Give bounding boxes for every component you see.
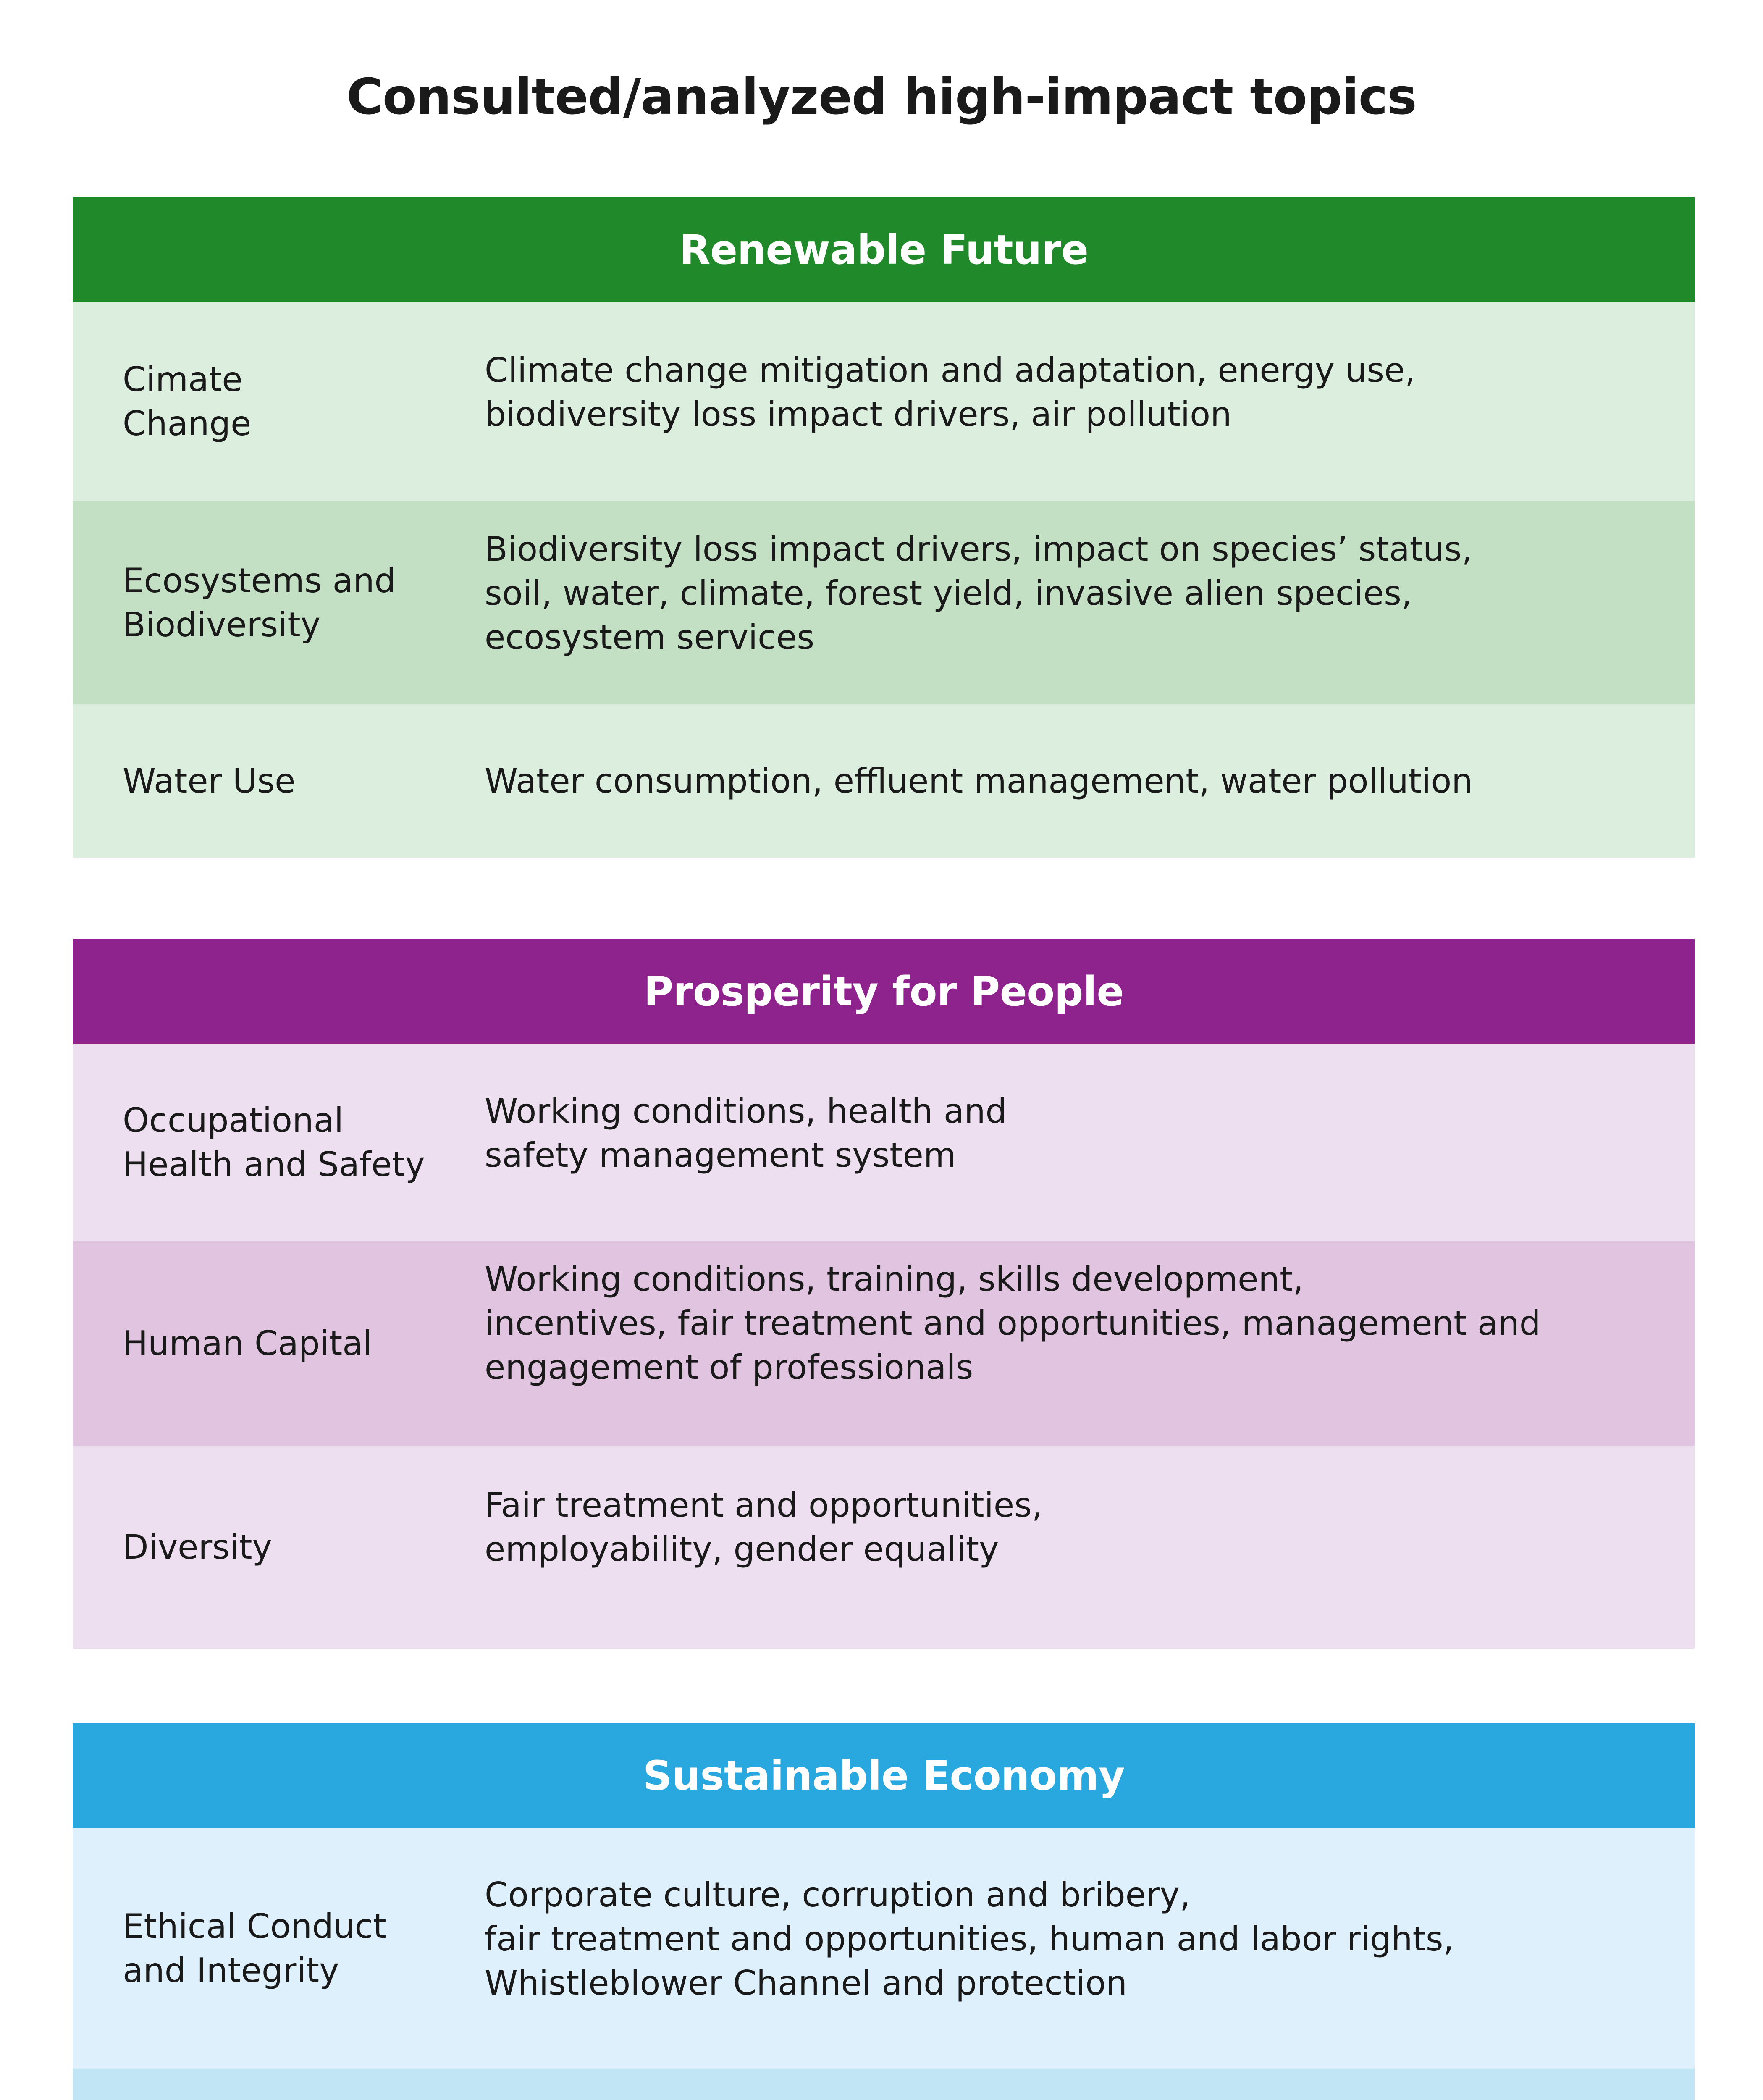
page-title: Consulted/analyzed high-impact topics <box>346 68 1417 126</box>
table-row <box>73 302 1695 501</box>
section-sustainable-economy <box>73 1723 1695 2100</box>
row-description: Corporate culture, corruption and bribery, fair treatment and opportunities, human and labor rights, Whistleblower Channel and protection <box>485 1875 1454 2003</box>
table-row <box>73 704 1695 858</box>
row-label: Human Capital <box>123 1324 373 1363</box>
row-label: Diversity <box>123 1528 272 1567</box>
section-header: Prosperity for People <box>73 939 1695 1044</box>
row-label: Water Use <box>123 761 296 801</box>
row-description: Biodiversity loss impact drivers, impact on species’ status, soil, water, climate, forest yield, invasive alien species, ecosystem services <box>485 530 1472 657</box>
table-row <box>73 1446 1695 1648</box>
row-description: Working conditions, health and safety management system <box>485 1092 1007 1175</box>
row-description: Working conditions, training, skills development, incentives, fair treatment and opportunities, management and engagement of professionals <box>485 1260 1541 1387</box>
table-row <box>73 501 1695 704</box>
row-label: Cimate Change <box>123 360 252 443</box>
table-row <box>73 2068 1695 2100</box>
table-row <box>73 1044 1695 1241</box>
row-label: Occupational Health and Safety <box>123 1101 425 1184</box>
section-prosperity-for-people <box>73 939 1695 1648</box>
row-description: Fair treatment and opportunities, employability, gender equality <box>485 1485 1043 1569</box>
row-description: Water consumption, effluent management, water pollution <box>485 761 1473 801</box>
row-label: Ethical Conduct and Integrity <box>123 1906 386 1990</box>
table-row <box>73 1241 1695 1446</box>
section-header: Renewable Future <box>73 197 1695 302</box>
row-description: Climate change mitigation and adaptation, energy use, biodiversity loss impact drivers, air pollution <box>485 350 1416 434</box>
section-renewable-future <box>73 197 1695 858</box>
section-header: Sustainable Economy <box>73 1723 1695 1828</box>
table-row <box>73 1828 1695 2068</box>
row-label: Ecosystems and Biodiversity <box>123 561 396 644</box>
